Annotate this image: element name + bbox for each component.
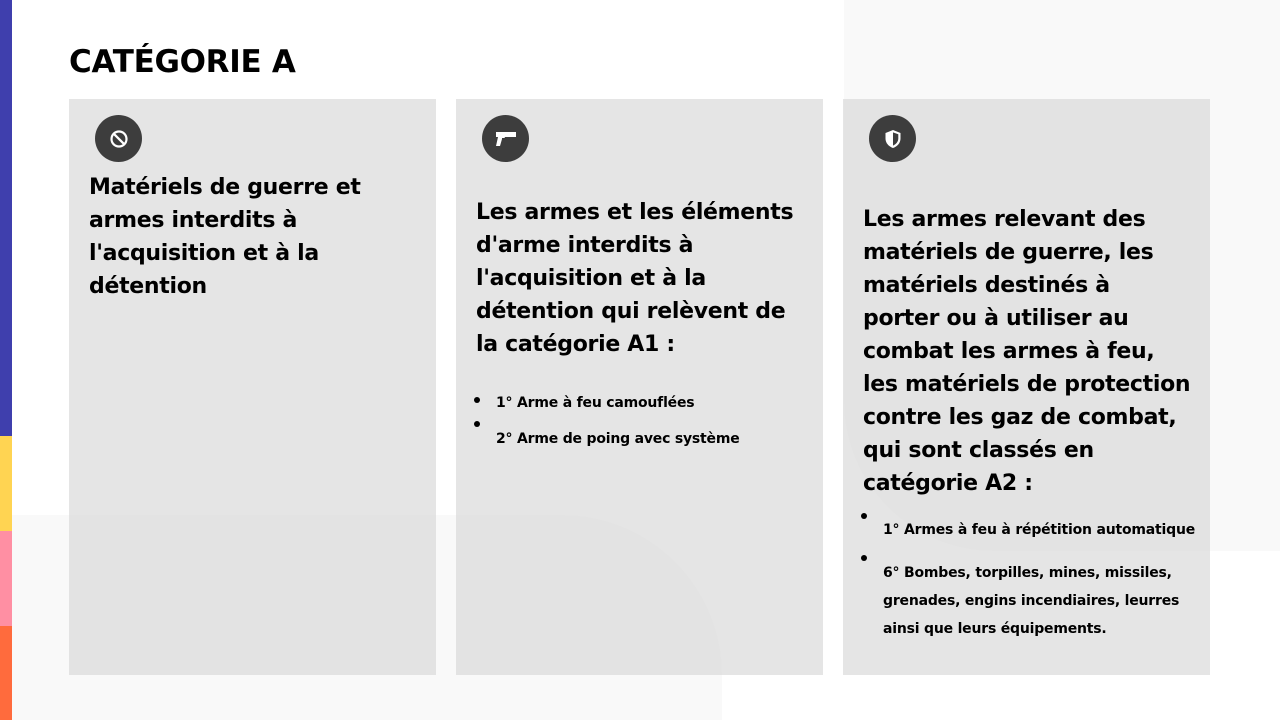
bullet-dot [861, 555, 867, 561]
bullet-dot [861, 513, 867, 519]
bullet-list [476, 389, 811, 453]
pistol-icon [482, 115, 529, 162]
accent-color-strip [0, 0, 12, 720]
shield-icon [869, 115, 916, 162]
strip-segment-yellow [0, 436, 12, 531]
strip-segment-orange [0, 626, 12, 720]
card-prohibited-materials [69, 99, 436, 675]
ban-icon [95, 115, 142, 162]
page-title: CATÉGORIE A [69, 44, 296, 80]
card-category-a1 [456, 99, 823, 675]
list-item: 2° Arme de poing avec système [476, 425, 811, 453]
strip-segment-pink [0, 531, 12, 626]
card-heading: Les armes et les éléments d'arme interdits à l'acquisition et à la détention qui relèvent de la catégorie A1 : [476, 200, 794, 357]
bullet-dot [474, 397, 480, 403]
list-item: 1° Armes à feu à répétition automatique [863, 516, 1198, 544]
bullet-list [863, 516, 1198, 643]
card-heading: Matériels de guerre et armes interdits à l'acquisition et à la détention [89, 175, 361, 299]
bullet-dot [474, 421, 480, 427]
card-category-a2 [843, 99, 1210, 675]
list-item: 6° Bombes, torpilles, mines, missiles, grenades, engins incendiaires, leurres ainsi que leurs équipements. [863, 559, 1198, 643]
card-heading: Les armes relevant des matériels de guerre, les matériels destinés à porter ou à utiliser au combat les armes à feu, les matériels de protection contre les gaz de combat, qui sont classés en catégorie A2 : [863, 207, 1191, 496]
list-item: 1° Arme à feu camouflées [476, 389, 811, 417]
strip-segment-indigo [0, 0, 12, 436]
